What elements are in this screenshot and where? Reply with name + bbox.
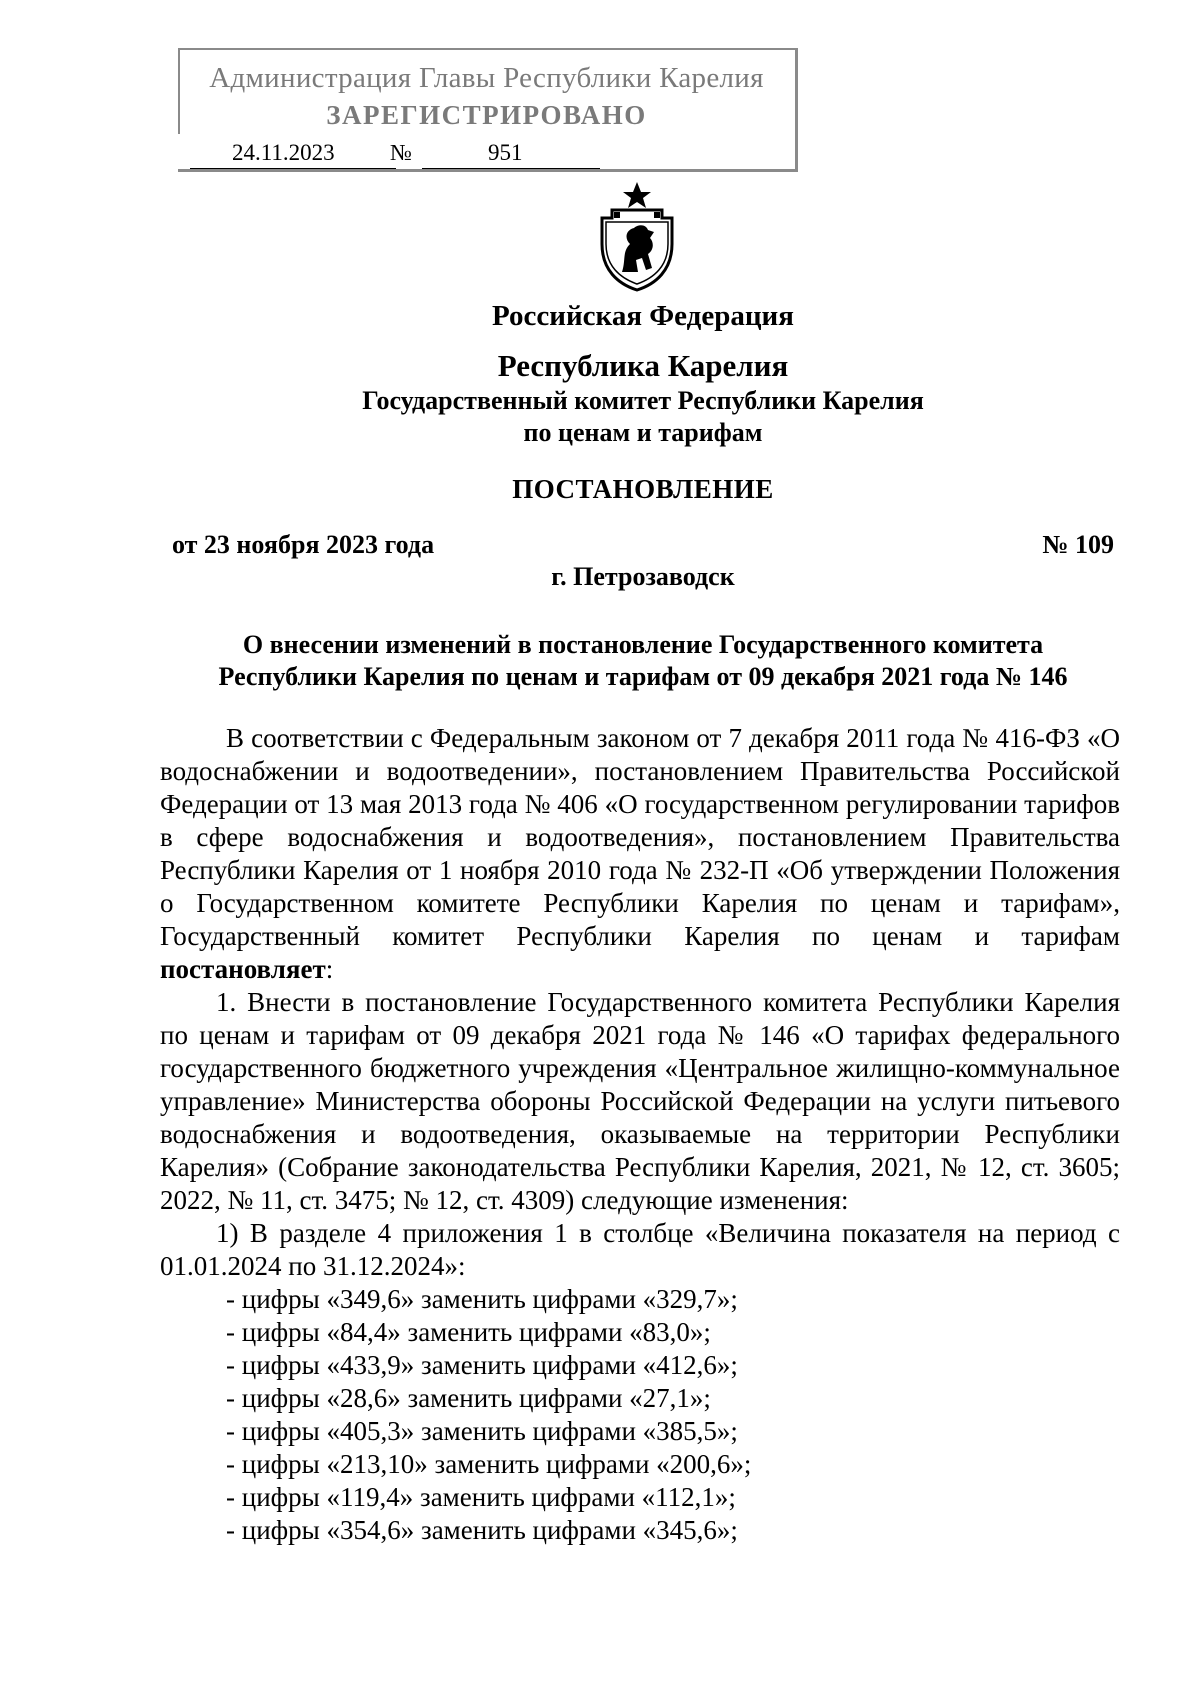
coat-of-arms-icon — [592, 180, 682, 292]
republic-heading: Республика Карелия — [497, 348, 789, 383]
document-title-line1: О внесении изменений в постановление Государственного комитета — [242, 630, 1044, 659]
document-date: от 23 ноября 2023 года — [172, 530, 435, 559]
stamp-authority: Администрация Главы Республики Карелия — [209, 62, 764, 94]
list-item: - цифры «84,4» заменить цифрами «83,0»; — [226, 1317, 711, 1347]
stamp-registered: ЗАРЕГИСТРИРОВАНО — [326, 100, 647, 130]
document-number: № 109 — [1042, 530, 1114, 559]
list-item: - цифры «28,6» заменить цифрами «27,1»; — [226, 1383, 711, 1413]
stamp-date-underline — [190, 168, 396, 169]
list-item: - цифры «354,6» заменить цифрами «345,6»; — [226, 1515, 738, 1545]
stamp-no-sign: № — [390, 140, 412, 165]
preamble-resolves: постановляет — [160, 954, 326, 984]
preamble-text: В соответствии с Федеральным законом от 7 декабря 2011 года № 416-ФЗ «О водоснабжении и водоотведении», постановлением Правительства Российской Федерации от 13 мая 2013 года № 406 «О государственном регулировании тарифов в сфере водоснабжения и водоотведения», постановлением Правительства Республики Карелия от 1 ноября 2010 года № 232-П «Об утверждении Положения о Государственном комитете Республики Карелия по ценам и тарифам», Государственный комитет Республики Карелия по ценам и тарифам — [160, 723, 1120, 951]
list-item: - цифры «213,10» заменить цифрами «200,6»; — [226, 1449, 752, 1479]
country-heading: Российская Федерация — [492, 300, 794, 332]
list-item: - цифры «433,9» заменить цифрами «412,6»; — [226, 1350, 738, 1380]
stamp-number: 951 — [488, 140, 523, 165]
document-city: г. Петрозаводск — [551, 562, 735, 591]
stamp-date: 24.11.2023 — [232, 140, 335, 165]
clause-1-paragraph: 1. Внести в постановление Государственного комитета Республики Карелия по ценам и тарифам от 09 декабря 2021 года № 146 «О тарифах федерального государственного бюджетного учреждения «Центральное жилищно-коммунальное управление» Министерства обороны Российской Федерации на услуги питьевого водоснабжения и водоотведения, оказываемые на территории Республики Карелия» (Собрание законодательства Республики Карелия, 2021, № 12, ст. 3605; 2022, № 11, ст. 3475; № 12, ст. 4309) следующие изменения: — [160, 987, 1120, 1215]
document-type: ПОСТАНОВЛЕНИЕ — [512, 474, 774, 504]
registration-stamp — [178, 48, 798, 172]
preamble-paragraph — [160, 722, 1120, 986]
document-title-line2: Республики Карелия по ценам и тарифам от 09 декабря 2021 года № 146 — [218, 662, 1068, 691]
committee-heading-line2: по ценам и тарифам — [523, 418, 763, 447]
list-item: - цифры «119,4» заменить цифрами «112,1»; — [226, 1482, 736, 1512]
committee-heading-line1: Государственный комитет Республики Карелия — [362, 386, 924, 415]
list-item: - цифры «349,6» заменить цифрами «329,7»; — [226, 1284, 738, 1314]
document-body — [160, 722, 1120, 1547]
subclause-1-paragraph: 1) В разделе 4 приложения 1 в столбце «Величина показателя на период с 01.01.2024 по 31.12.2024»: — [160, 1218, 1120, 1281]
stamp-number-underline — [422, 168, 600, 169]
list-item: - цифры «405,3» заменить цифрами «385,5»; — [226, 1416, 738, 1446]
stamp-registration-line — [190, 140, 770, 168]
preamble-colon: : — [325, 954, 334, 984]
